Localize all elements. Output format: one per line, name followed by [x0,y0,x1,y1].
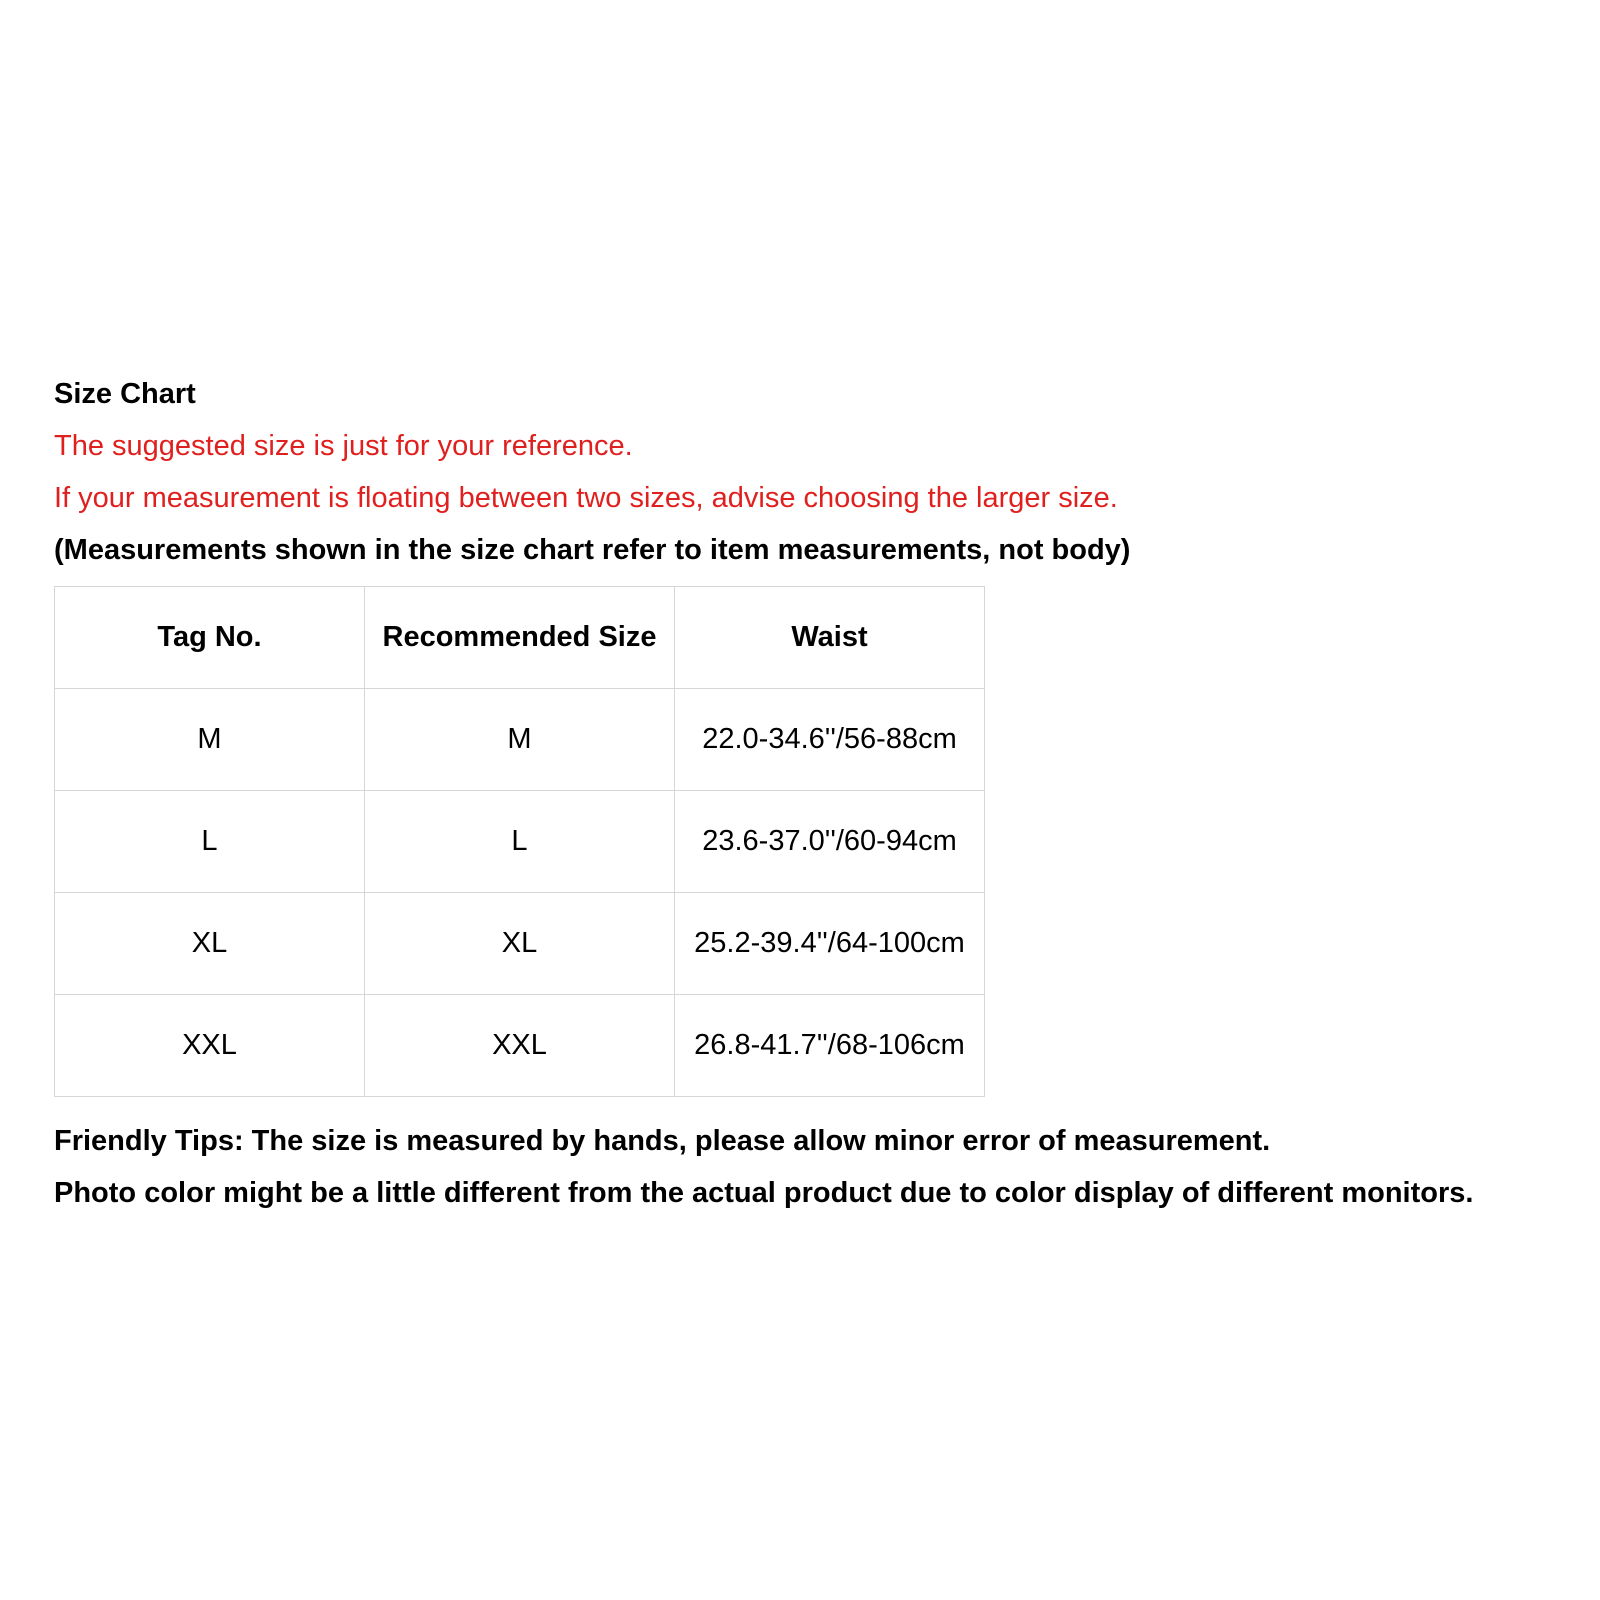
measurement-disclaimer: (Measurements shown in the size chart refer to item measurements, not body) [54,534,1131,566]
table-row [55,689,985,791]
cell-tag-no: M [55,689,365,791]
table-row [55,791,985,893]
friendly-tips: Friendly Tips: The size is measured by hands, please allow minor error of measurement. [54,1125,1271,1157]
cell-waist: 25.2-39.4''/64-100cm [675,893,985,995]
header-tag-no: Tag No. [55,587,365,689]
cell-recommended-size: M [365,689,675,791]
reference-note: The suggested size is just for your reference. [54,430,633,462]
size-table [54,586,985,1097]
table-header-row [55,587,985,689]
cell-recommended-size: XXL [365,995,675,1097]
cell-tag-no: XL [55,893,365,995]
cell-tag-no: XXL [55,995,365,1097]
cell-waist: 22.0-34.6''/56-88cm [675,689,985,791]
header-recommended-size: Recommended Size [365,587,675,689]
header-waist: Waist [675,587,985,689]
cell-tag-no: L [55,791,365,893]
cell-waist: 26.8-41.7''/68-106cm [675,995,985,1097]
size-chart-title: Size Chart [54,378,196,410]
table-row [55,995,985,1097]
cell-waist: 23.6-37.0''/60-94cm [675,791,985,893]
size-chart-section [54,368,1574,1219]
larger-size-advice: If your measurement is floating between two sizes, advise choosing the larger size. [54,482,1118,514]
cell-recommended-size: L [365,791,675,893]
table-row [55,893,985,995]
photo-color-note: Photo color might be a little different from the actual product due to color display of different monitors. [54,1177,1474,1209]
cell-recommended-size: XL [365,893,675,995]
